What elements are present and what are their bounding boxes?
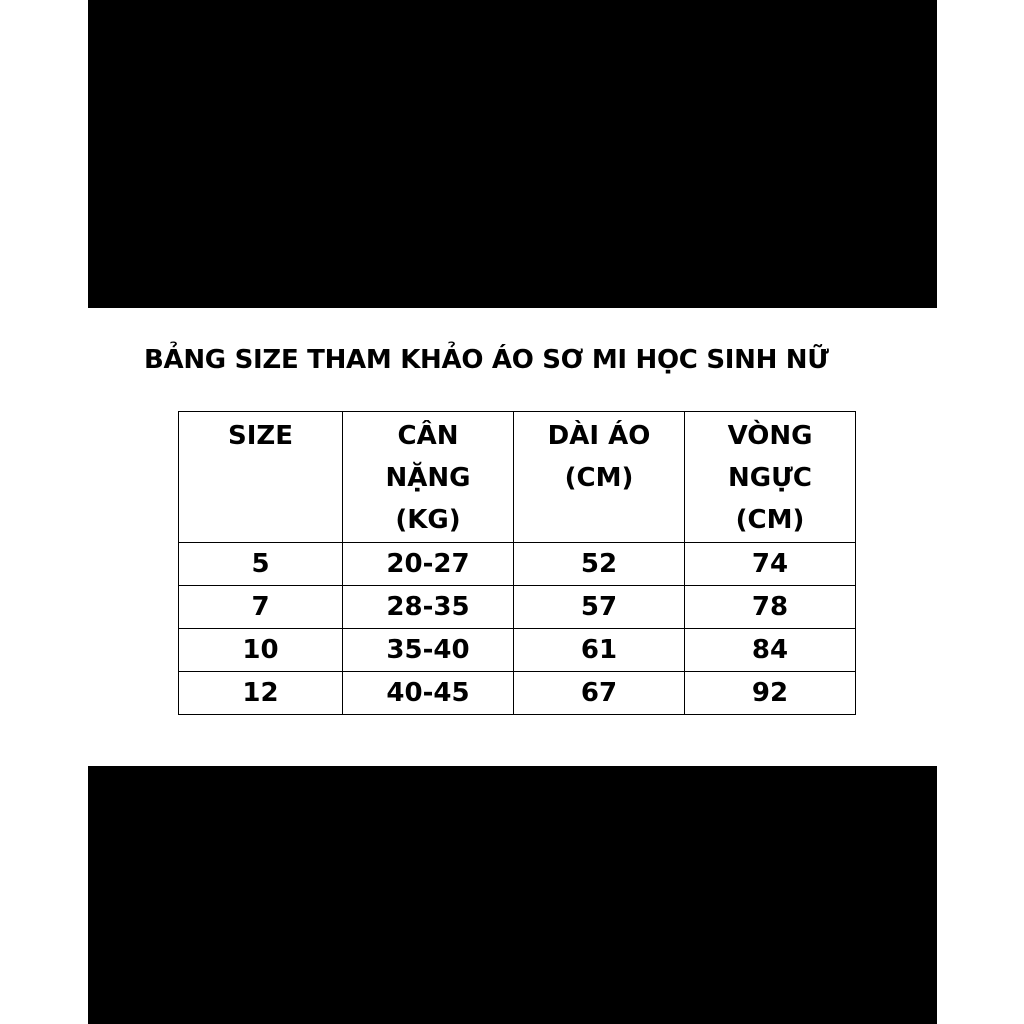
table-row xyxy=(179,586,856,629)
header-length: DÀI ÁO (CM) xyxy=(514,412,685,543)
cell-weight: 35-40 xyxy=(343,629,514,672)
page-title: BẢNG SIZE THAM KHẢO ÁO SƠ MI HỌC SINH NỮ xyxy=(144,345,829,375)
cell-size: 12 xyxy=(179,672,343,715)
table-row xyxy=(179,543,856,586)
cell-weight: 28-35 xyxy=(343,586,514,629)
cell-length: 61 xyxy=(514,629,685,672)
header-size: SIZE xyxy=(179,412,343,543)
table-row xyxy=(179,672,856,715)
cell-chest: 84 xyxy=(685,629,856,672)
table-row xyxy=(179,629,856,672)
cell-weight: 40-45 xyxy=(343,672,514,715)
top-black-band xyxy=(88,0,937,308)
bottom-black-band xyxy=(88,766,937,1024)
cell-size: 10 xyxy=(179,629,343,672)
cell-length: 52 xyxy=(514,543,685,586)
cell-length: 57 xyxy=(514,586,685,629)
header-chest: VÒNG NGỰC (CM) xyxy=(685,412,856,543)
cell-size: 7 xyxy=(179,586,343,629)
cell-length: 67 xyxy=(514,672,685,715)
cell-chest: 92 xyxy=(685,672,856,715)
cell-size: 5 xyxy=(179,543,343,586)
header-weight: CÂN NẶNG (KG) xyxy=(343,412,514,543)
size-chart-table xyxy=(178,411,856,715)
table-header-row xyxy=(179,412,856,543)
cell-chest: 78 xyxy=(685,586,856,629)
cell-weight: 20-27 xyxy=(343,543,514,586)
cell-chest: 74 xyxy=(685,543,856,586)
